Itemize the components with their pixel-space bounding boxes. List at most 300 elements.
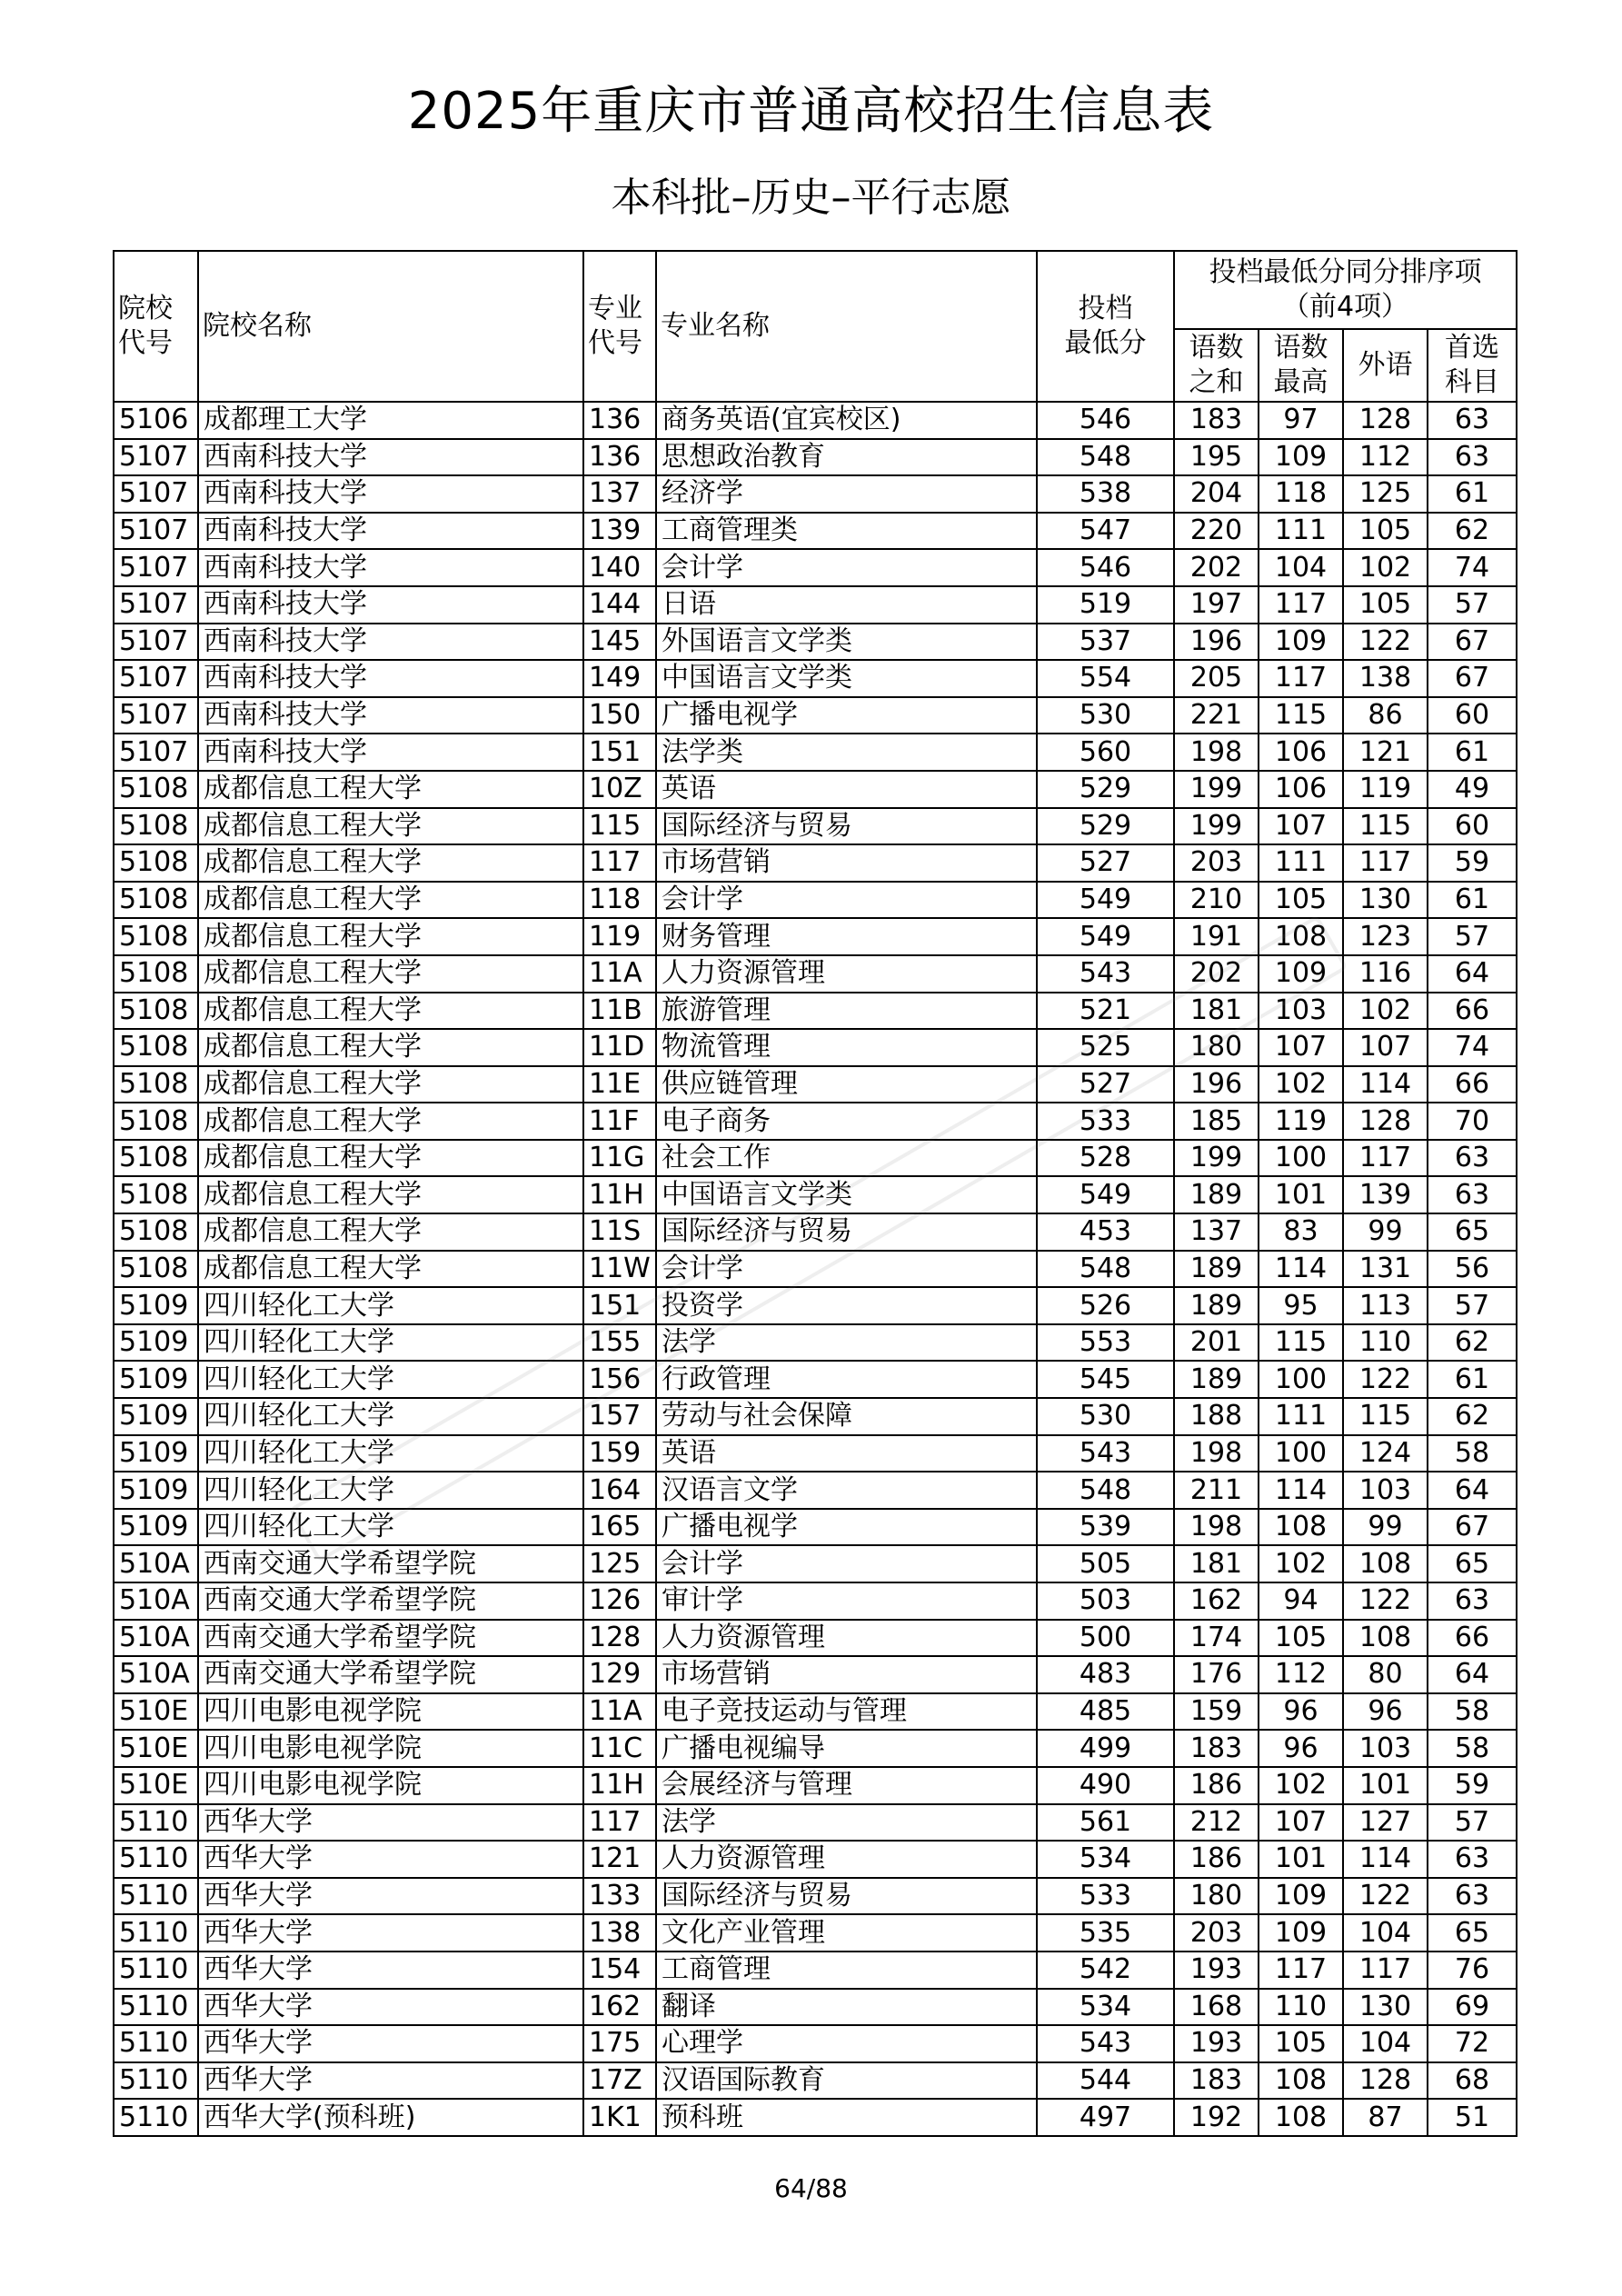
cell-school-name: 西南科技大学 [198, 586, 583, 624]
cell-major-code: 11D [583, 1029, 656, 1066]
cell-max-chinese-math: 107 [1259, 1029, 1343, 1066]
cell-foreign-language: 104 [1343, 1914, 1428, 1952]
cell-max-chinese-math: 96 [1259, 1730, 1343, 1767]
cell-first-subject: 57 [1428, 1287, 1517, 1324]
cell-sum-chinese-math: 203 [1174, 844, 1259, 882]
table-row [114, 549, 1517, 586]
cell-school-name: 西华大学 [198, 1804, 583, 1842]
cell-school-name: 成都信息工程大学 [198, 882, 583, 919]
cell-school-code: 5108 [114, 771, 198, 808]
table-row [114, 1878, 1517, 1915]
cell-max-chinese-math: 117 [1259, 1952, 1343, 1989]
cell-foreign-language: 114 [1343, 1841, 1428, 1878]
cell-first-subject: 66 [1428, 993, 1517, 1030]
cell-school-name: 四川电影电视学院 [198, 1730, 583, 1767]
cell-school-name: 四川轻化工大学 [198, 1361, 583, 1398]
cell-school-name: 成都信息工程大学 [198, 808, 583, 845]
table-row [114, 1582, 1517, 1620]
cell-school-name: 四川电影电视学院 [198, 1693, 583, 1731]
table-row [114, 1251, 1517, 1288]
cell-major-name: 汉语言文学 [656, 1472, 1037, 1509]
table-row [114, 1509, 1517, 1546]
table-row [114, 1287, 1517, 1324]
cell-min-score: 500 [1037, 1620, 1174, 1657]
cell-school-code: 510A [114, 1545, 198, 1582]
cell-sum-chinese-math: 181 [1174, 993, 1259, 1030]
cell-major-code: 115 [583, 808, 656, 845]
cell-first-subject: 74 [1428, 549, 1517, 586]
cell-major-code: 155 [583, 1324, 656, 1362]
cell-min-score: 521 [1037, 993, 1174, 1030]
cell-sum-chinese-math: 189 [1174, 1251, 1259, 1288]
cell-sum-chinese-math: 191 [1174, 918, 1259, 955]
cell-first-subject: 63 [1428, 439, 1517, 476]
cell-school-code: 5109 [114, 1509, 198, 1546]
cell-school-code: 510E [114, 1767, 198, 1804]
cell-school-name: 西南科技大学 [198, 697, 583, 734]
cell-school-code: 5110 [114, 1841, 198, 1878]
cell-sum-chinese-math: 205 [1174, 660, 1259, 697]
cell-school-code: 5110 [114, 1804, 198, 1842]
cell-school-code: 5109 [114, 1472, 198, 1509]
cell-school-name: 成都信息工程大学 [198, 771, 583, 808]
cell-max-chinese-math: 105 [1259, 1620, 1343, 1657]
cell-min-score: 548 [1037, 1472, 1174, 1509]
table-row [114, 439, 1517, 476]
cell-max-chinese-math: 100 [1259, 1140, 1343, 1177]
cell-first-subject: 74 [1428, 1029, 1517, 1066]
cell-major-name: 社会工作 [656, 1140, 1037, 1177]
cell-foreign-language: 108 [1343, 1620, 1428, 1657]
cell-min-score: 534 [1037, 1989, 1174, 2026]
cell-foreign-language: 128 [1343, 2062, 1428, 2100]
cell-foreign-language: 128 [1343, 1103, 1428, 1140]
cell-school-code: 5107 [114, 734, 198, 771]
cell-school-code: 5108 [114, 1176, 198, 1213]
cell-major-code: 118 [583, 882, 656, 919]
cell-min-score: 549 [1037, 882, 1174, 919]
cell-major-name: 市场营销 [656, 1656, 1037, 1693]
cell-max-chinese-math: 112 [1259, 1656, 1343, 1693]
cell-min-score: 528 [1037, 1140, 1174, 1177]
header-tie-col: 外语 [1343, 329, 1428, 402]
cell-min-score: 503 [1037, 1582, 1174, 1620]
cell-max-chinese-math: 110 [1259, 1989, 1343, 2026]
cell-first-subject: 62 [1428, 1398, 1517, 1435]
cell-major-code: 139 [583, 513, 656, 550]
cell-foreign-language: 122 [1343, 624, 1428, 661]
cell-first-subject: 66 [1428, 1066, 1517, 1103]
cell-first-subject: 72 [1428, 2025, 1517, 2062]
cell-major-code: 11E [583, 1066, 656, 1103]
table-row [114, 1029, 1517, 1066]
cell-major-name: 会展经济与管理 [656, 1767, 1037, 1804]
cell-first-subject: 61 [1428, 1361, 1517, 1398]
cell-min-score: 546 [1037, 402, 1174, 439]
cell-major-name: 经济学 [656, 475, 1037, 513]
cell-min-score: 547 [1037, 513, 1174, 550]
cell-sum-chinese-math: 186 [1174, 1767, 1259, 1804]
cell-school-name: 西华大学 [198, 1878, 583, 1915]
cell-foreign-language: 108 [1343, 1545, 1428, 1582]
cell-sum-chinese-math: 186 [1174, 1841, 1259, 1878]
cell-sum-chinese-math: 199 [1174, 1140, 1259, 1177]
cell-min-score: 533 [1037, 1878, 1174, 1915]
table-row [114, 955, 1517, 993]
cell-school-name: 四川轻化工大学 [198, 1472, 583, 1509]
cell-major-name: 电子竞技运动与管理 [656, 1693, 1037, 1731]
cell-min-score: 543 [1037, 2025, 1174, 2062]
cell-sum-chinese-math: 180 [1174, 1029, 1259, 1066]
table-row [114, 1841, 1517, 1878]
cell-first-subject: 63 [1428, 1841, 1517, 1878]
cell-school-code: 5107 [114, 697, 198, 734]
cell-major-code: 151 [583, 1287, 656, 1324]
cell-school-code: 5108 [114, 808, 198, 845]
cell-first-subject: 67 [1428, 660, 1517, 697]
cell-min-score: 533 [1037, 1103, 1174, 1140]
cell-sum-chinese-math: 203 [1174, 1914, 1259, 1952]
cell-major-name: 法学类 [656, 734, 1037, 771]
cell-min-score: 543 [1037, 955, 1174, 993]
table-row [114, 1435, 1517, 1472]
cell-school-code: 510E [114, 1730, 198, 1767]
cell-major-code: 164 [583, 1472, 656, 1509]
cell-sum-chinese-math: 183 [1174, 402, 1259, 439]
cell-max-chinese-math: 100 [1259, 1435, 1343, 1472]
cell-school-code: 5109 [114, 1287, 198, 1324]
cell-major-code: 154 [583, 1952, 656, 1989]
cell-school-code: 5108 [114, 1103, 198, 1140]
cell-major-code: 1K1 [583, 2099, 656, 2136]
table-row [114, 1656, 1517, 1693]
cell-min-score: 483 [1037, 1656, 1174, 1693]
cell-foreign-language: 96 [1343, 1693, 1428, 1731]
cell-major-name: 人力资源管理 [656, 1841, 1037, 1878]
cell-school-code: 5108 [114, 1066, 198, 1103]
cell-min-score: 548 [1037, 439, 1174, 476]
cell-first-subject: 69 [1428, 1989, 1517, 2026]
cell-foreign-language: 123 [1343, 918, 1428, 955]
cell-max-chinese-math: 111 [1259, 513, 1343, 550]
cell-min-score: 543 [1037, 1435, 1174, 1472]
cell-school-name: 西南科技大学 [198, 660, 583, 697]
cell-school-name: 四川轻化工大学 [198, 1509, 583, 1546]
cell-max-chinese-math: 101 [1259, 1176, 1343, 1213]
cell-major-name: 广播电视学 [656, 1509, 1037, 1546]
cell-school-code: 5107 [114, 475, 198, 513]
cell-foreign-language: 105 [1343, 513, 1428, 550]
table-row [114, 1620, 1517, 1657]
cell-first-subject: 58 [1428, 1730, 1517, 1767]
table-row [114, 1140, 1517, 1177]
cell-max-chinese-math: 108 [1259, 918, 1343, 955]
cell-major-name: 英语 [656, 1435, 1037, 1472]
cell-major-name: 会计学 [656, 882, 1037, 919]
cell-major-name: 会计学 [656, 1545, 1037, 1582]
cell-major-code: 162 [583, 1989, 656, 2026]
cell-major-code: 11B [583, 993, 656, 1030]
cell-sum-chinese-math: 204 [1174, 475, 1259, 513]
cell-foreign-language: 122 [1343, 1361, 1428, 1398]
cell-sum-chinese-math: 210 [1174, 882, 1259, 919]
cell-school-name: 西南科技大学 [198, 734, 583, 771]
cell-max-chinese-math: 108 [1259, 2099, 1343, 2136]
table-row [114, 918, 1517, 955]
header-tie-col: 首选 科目 [1428, 329, 1517, 402]
cell-school-code: 510A [114, 1582, 198, 1620]
cell-foreign-language: 103 [1343, 1472, 1428, 1509]
cell-sum-chinese-math: 180 [1174, 1878, 1259, 1915]
cell-school-code: 5107 [114, 439, 198, 476]
cell-school-name: 四川轻化工大学 [198, 1398, 583, 1435]
cell-sum-chinese-math: 189 [1174, 1287, 1259, 1324]
cell-school-code: 5109 [114, 1324, 198, 1362]
cell-school-name: 成都理工大学 [198, 402, 583, 439]
cell-first-subject: 62 [1428, 1324, 1517, 1362]
cell-sum-chinese-math: 193 [1174, 2025, 1259, 2062]
cell-first-subject: 60 [1428, 697, 1517, 734]
cell-school-code: 5108 [114, 993, 198, 1030]
cell-major-name: 国际经济与贸易 [656, 1213, 1037, 1251]
cell-min-score: 530 [1037, 1398, 1174, 1435]
cell-sum-chinese-math: 176 [1174, 1656, 1259, 1693]
cell-sum-chinese-math: 181 [1174, 1545, 1259, 1582]
cell-school-code: 5109 [114, 1435, 198, 1472]
cell-foreign-language: 121 [1343, 734, 1428, 771]
cell-max-chinese-math: 117 [1259, 586, 1343, 624]
cell-foreign-language: 102 [1343, 993, 1428, 1030]
cell-major-name: 预科班 [656, 2099, 1037, 2136]
cell-school-code: 5108 [114, 1140, 198, 1177]
table-row [114, 1730, 1517, 1767]
cell-major-name: 英语 [656, 771, 1037, 808]
cell-school-code: 5108 [114, 955, 198, 993]
cell-min-score: 539 [1037, 1509, 1174, 1546]
cell-foreign-language: 122 [1343, 1582, 1428, 1620]
cell-school-name: 四川轻化工大学 [198, 1324, 583, 1362]
cell-min-score: 527 [1037, 1066, 1174, 1103]
cell-first-subject: 64 [1428, 1656, 1517, 1693]
cell-school-code: 5110 [114, 1952, 198, 1989]
cell-major-name: 文化产业管理 [656, 1914, 1037, 1952]
cell-school-code: 5108 [114, 1251, 198, 1288]
cell-sum-chinese-math: 185 [1174, 1103, 1259, 1140]
cell-major-name: 国际经济与贸易 [656, 1878, 1037, 1915]
cell-major-name: 旅游管理 [656, 993, 1037, 1030]
cell-first-subject: 51 [1428, 2099, 1517, 2136]
table-row [114, 808, 1517, 845]
cell-sum-chinese-math: 193 [1174, 1952, 1259, 1989]
cell-major-name: 会计学 [656, 1251, 1037, 1288]
cell-foreign-language: 99 [1343, 1509, 1428, 1546]
cell-major-code: 129 [583, 1656, 656, 1693]
cell-min-score: 561 [1037, 1804, 1174, 1842]
cell-major-code: 157 [583, 1398, 656, 1435]
cell-school-name: 西南交通大学希望学院 [198, 1620, 583, 1657]
cell-major-code: 175 [583, 2025, 656, 2062]
cell-school-code: 5110 [114, 2099, 198, 2136]
cell-max-chinese-math: 119 [1259, 1103, 1343, 1140]
cell-first-subject: 64 [1428, 955, 1517, 993]
table-row [114, 1804, 1517, 1842]
table-row [114, 1066, 1517, 1103]
cell-major-name: 翻译 [656, 1989, 1037, 2026]
cell-min-score: 526 [1037, 1287, 1174, 1324]
cell-major-code: 137 [583, 475, 656, 513]
cell-major-name: 财务管理 [656, 918, 1037, 955]
cell-school-code: 5107 [114, 513, 198, 550]
cell-foreign-language: 117 [1343, 1952, 1428, 1989]
cell-major-code: 145 [583, 624, 656, 661]
table-row [114, 1361, 1517, 1398]
cell-major-code: 156 [583, 1361, 656, 1398]
cell-sum-chinese-math: 201 [1174, 1324, 1259, 1362]
cell-major-name: 法学 [656, 1324, 1037, 1362]
cell-school-code: 5107 [114, 660, 198, 697]
cell-min-score: 548 [1037, 1251, 1174, 1288]
cell-major-name: 工商管理 [656, 1952, 1037, 1989]
cell-school-code: 5110 [114, 2062, 198, 2100]
cell-school-name: 四川轻化工大学 [198, 1435, 583, 1472]
cell-major-code: 136 [583, 402, 656, 439]
cell-foreign-language: 125 [1343, 475, 1428, 513]
cell-school-name: 四川电影电视学院 [198, 1767, 583, 1804]
cell-school-code: 5108 [114, 1029, 198, 1066]
table-row [114, 402, 1517, 439]
cell-min-score: 490 [1037, 1767, 1174, 1804]
cell-sum-chinese-math: 221 [1174, 697, 1259, 734]
cell-foreign-language: 122 [1343, 1878, 1428, 1915]
header-major-name: 专业名称 [656, 251, 1037, 402]
cell-major-code: 117 [583, 844, 656, 882]
cell-first-subject: 57 [1428, 1804, 1517, 1842]
cell-school-name: 四川轻化工大学 [198, 1287, 583, 1324]
cell-min-score: 505 [1037, 1545, 1174, 1582]
cell-first-subject: 59 [1428, 844, 1517, 882]
header-tie-col: 语数 最高 [1259, 329, 1343, 402]
cell-min-score: 546 [1037, 549, 1174, 586]
cell-major-name: 供应链管理 [656, 1066, 1037, 1103]
cell-first-subject: 59 [1428, 1767, 1517, 1804]
cell-max-chinese-math: 107 [1259, 1804, 1343, 1842]
cell-max-chinese-math: 115 [1259, 697, 1343, 734]
cell-first-subject: 58 [1428, 1693, 1517, 1731]
table-row [114, 2099, 1517, 2136]
cell-first-subject: 63 [1428, 1878, 1517, 1915]
cell-major-code: 11A [583, 955, 656, 993]
cell-major-name: 汉语国际教育 [656, 2062, 1037, 2100]
cell-first-subject: 65 [1428, 1545, 1517, 1582]
cell-school-name: 成都信息工程大学 [198, 918, 583, 955]
cell-major-name: 日语 [656, 586, 1037, 624]
cell-school-code: 510A [114, 1656, 198, 1693]
cell-min-score: 560 [1037, 734, 1174, 771]
table-row [114, 586, 1517, 624]
cell-max-chinese-math: 83 [1259, 1213, 1343, 1251]
cell-min-score: 525 [1037, 1029, 1174, 1066]
cell-first-subject: 67 [1428, 624, 1517, 661]
cell-school-name: 成都信息工程大学 [198, 844, 583, 882]
cell-min-score: 534 [1037, 1841, 1174, 1878]
cell-school-name: 西南科技大学 [198, 475, 583, 513]
cell-min-score: 530 [1037, 697, 1174, 734]
table-row [114, 697, 1517, 734]
cell-max-chinese-math: 101 [1259, 1841, 1343, 1878]
table-row [114, 771, 1517, 808]
cell-max-chinese-math: 104 [1259, 549, 1343, 586]
table-row [114, 475, 1517, 513]
cell-major-code: 150 [583, 697, 656, 734]
cell-sum-chinese-math: 183 [1174, 2062, 1259, 2100]
cell-foreign-language: 87 [1343, 2099, 1428, 2136]
cell-major-name: 心理学 [656, 2025, 1037, 2062]
cell-max-chinese-math: 109 [1259, 1878, 1343, 1915]
cell-major-code: 11H [583, 1176, 656, 1213]
cell-foreign-language: 110 [1343, 1324, 1428, 1362]
cell-max-chinese-math: 114 [1259, 1472, 1343, 1509]
cell-max-chinese-math: 105 [1259, 882, 1343, 919]
cell-school-code: 5110 [114, 2025, 198, 2062]
cell-max-chinese-math: 100 [1259, 1361, 1343, 1398]
cell-major-name: 行政管理 [656, 1361, 1037, 1398]
cell-first-subject: 66 [1428, 1620, 1517, 1657]
cell-major-code: 136 [583, 439, 656, 476]
header-tie-col: 语数 之和 [1174, 329, 1259, 402]
cell-school-name: 西南科技大学 [198, 549, 583, 586]
cell-min-score: 554 [1037, 660, 1174, 697]
cell-major-name: 中国语言文学类 [656, 1176, 1037, 1213]
cell-sum-chinese-math: 197 [1174, 586, 1259, 624]
cell-foreign-language: 139 [1343, 1176, 1428, 1213]
cell-sum-chinese-math: 198 [1174, 1509, 1259, 1546]
cell-foreign-language: 101 [1343, 1767, 1428, 1804]
cell-foreign-language: 117 [1343, 844, 1428, 882]
cell-foreign-language: 86 [1343, 697, 1428, 734]
page-subtitle: 本科批–历史–平行志愿 [611, 175, 1011, 221]
cell-major-name: 会计学 [656, 549, 1037, 586]
cell-min-score: 538 [1037, 475, 1174, 513]
cell-school-code: 510A [114, 1620, 198, 1657]
cell-max-chinese-math: 103 [1259, 993, 1343, 1030]
cell-sum-chinese-math: 188 [1174, 1398, 1259, 1435]
cell-foreign-language: 119 [1343, 771, 1428, 808]
cell-sum-chinese-math: 198 [1174, 734, 1259, 771]
cell-sum-chinese-math: 202 [1174, 955, 1259, 993]
cell-max-chinese-math: 109 [1259, 1914, 1343, 1952]
cell-sum-chinese-math: 199 [1174, 771, 1259, 808]
table-row [114, 660, 1517, 697]
cell-major-code: 11S [583, 1213, 656, 1251]
cell-major-name: 审计学 [656, 1582, 1037, 1620]
cell-max-chinese-math: 95 [1259, 1287, 1343, 1324]
cell-major-name: 思想政治教育 [656, 439, 1037, 476]
admission-table [113, 250, 1518, 2137]
cell-sum-chinese-math: 196 [1174, 624, 1259, 661]
cell-major-name: 电子商务 [656, 1103, 1037, 1140]
cell-first-subject: 70 [1428, 1103, 1517, 1140]
cell-major-name: 工商管理类 [656, 513, 1037, 550]
cell-sum-chinese-math: 189 [1174, 1361, 1259, 1398]
cell-school-name: 成都信息工程大学 [198, 1066, 583, 1103]
cell-major-code: 126 [583, 1582, 656, 1620]
cell-major-name: 外国语言文学类 [656, 624, 1037, 661]
cell-school-name: 成都信息工程大学 [198, 1251, 583, 1288]
cell-first-subject: 67 [1428, 1509, 1517, 1546]
cell-sum-chinese-math: 198 [1174, 1435, 1259, 1472]
cell-major-name: 商务英语(宜宾校区) [656, 402, 1037, 439]
table-row [114, 513, 1517, 550]
